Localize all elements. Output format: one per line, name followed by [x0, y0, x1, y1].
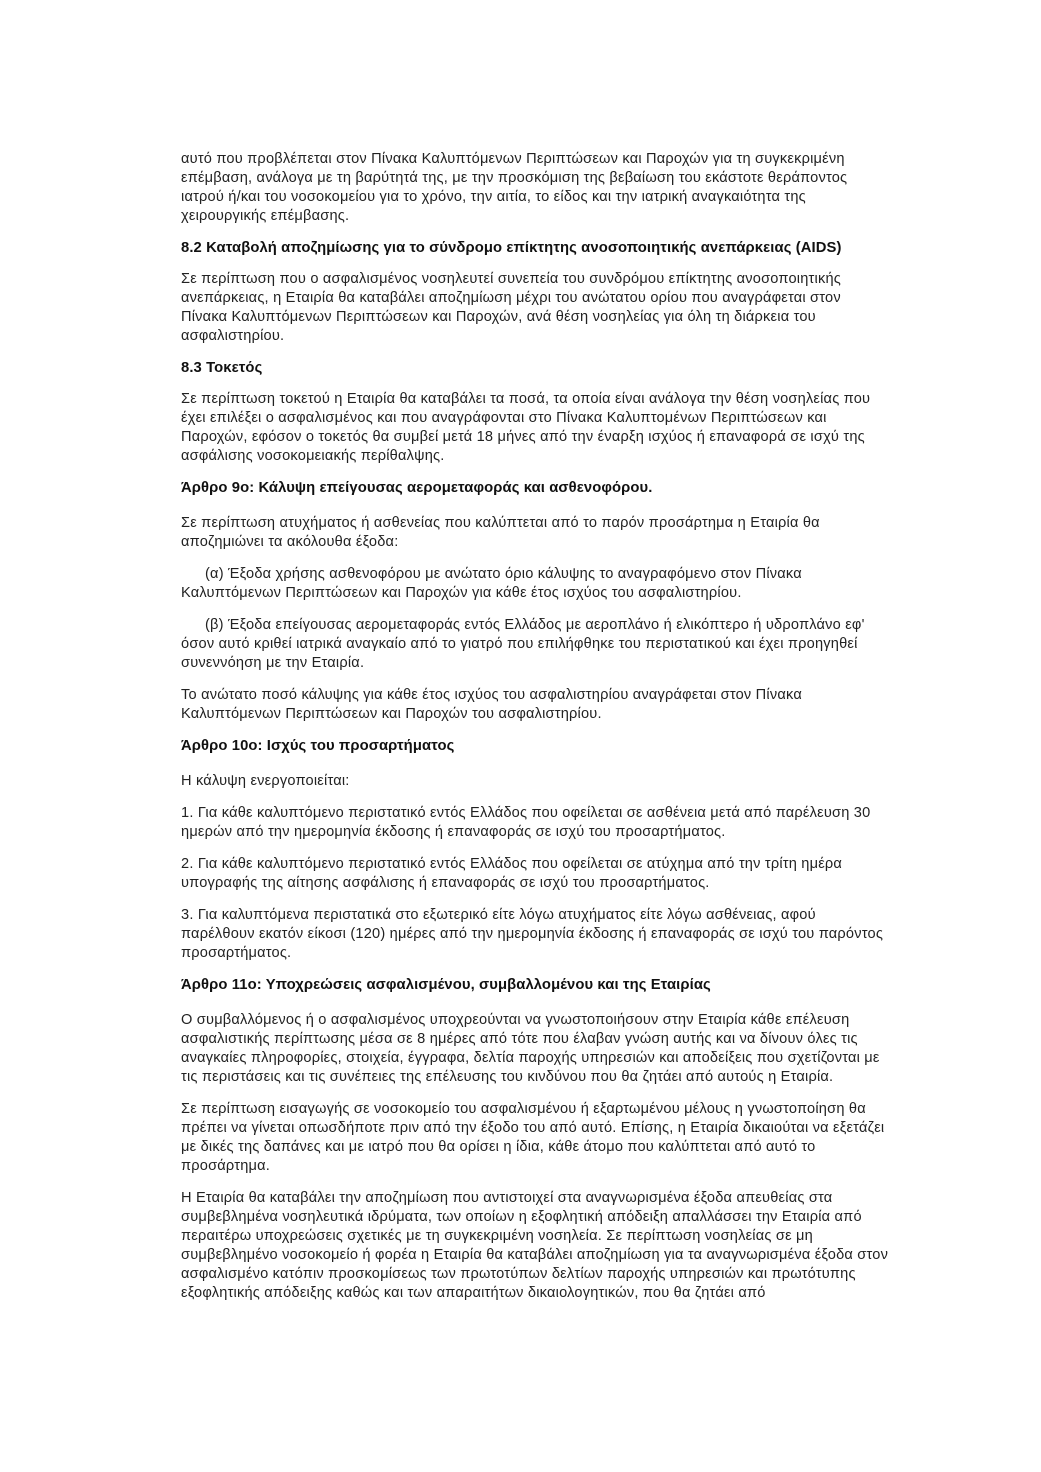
paragraph-continuation: αυτό που προβλέπεται στον Πίνακα Καλυπτόμενων Περιπτώσεων και Παροχών για τη συγκεκριμένη επέμβαση, ανάλογα με τη βαρύτητά της, με την προσκόμιση της βεβαίωση του εκάστοτε θεράποντος ιατρού ή/και του νοσοκομείου για το χρόνο, την αιτία, το είδος και την ιατρική αναγκαιότητα της χειρουργικής επέμβασης.	[181, 151, 848, 224]
paragraph-9-a: (α) Έξοδα χρήσης ασθενοφόρου με ανώτατο όριο κάλυψης το αναγραφόμενο στον Πίνακα Καλυπτόμενων Περιπτώσεων και Παροχών για κάθε έτος ισχύος του ασφαλιστηρίου.	[181, 566, 802, 601]
heading-article-9: Άρθρο 9ο: Κάλυψη επείγουσας αερομεταφοράς και ασθενοφόρου.	[181, 480, 653, 496]
paragraph-10-item-3: 3. Για καλυπτόμενα περιστατικά στο εξωτερικό είτε λόγω ατυχήματος είτε λόγω ασθένειας, αφού παρέλθουν εκατόν είκοσι (120) ημέρες από την ημερομηνία έκδοσης ή επαναφοράς σε ισχύ του παρόντος προσαρτήματος.	[181, 907, 884, 961]
paragraph-11-1: Ο συμβαλλόμενος ή ο ασφαλισμένος υποχρεούνται να γνωστοποιήσουν στην Εταιρία κάθε επέλευση ασφαλιστικής περίπτωσης μέσα σε 8 ημέρες από τότε που έλαβαν γνώση αυτής και να δίνουν όλες τις αναγκαίες πληροφορίες, στοιχεία, έγγραφα, δελτία παροχής υπηρεσιών και αποδείξεις που σχετίζονται με τις περιστάσεις και τις συνέπειες της επέλευσης του κινδύνου που θα ζητάει από αυτούς η Εταιρία.	[181, 1012, 880, 1085]
paragraph-8-2: Σε περίπτωση που ο ασφαλισμένος νοσηλευτεί συνεπεία του συνδρόμου επίκτητης ανοσοποιητικής ανεπάρκειας, η Εταιρία θα καταβάλει αποζημίωση μέχρι του ανώτατου ορίου που αναγράφεται στον Πίνακα Καλυπτόμενων Περιπτώσεων και Παροχών, ανά θέση νοσηλείας για όλη τη διάρκεια του ασφαλιστηρίου.	[181, 271, 841, 344]
paragraph-10-item-2: 2. Για κάθε καλυπτόμενο περιστατικό εντός Ελλάδος που οφείλεται σε ατύχημα από την τρίτη ημέρα υπογραφής της αίτησης ασφάλισης ή επαναφοράς σε ισχύ του προσαρτήματος.	[181, 856, 843, 891]
heading-article-11: Άρθρο 11ο: Υποχρεώσεις ασφαλισμένου, συμβαλλομένου και της Εταιρίας	[181, 977, 711, 993]
paragraph-10-intro: Η κάλυψη ενεργοποιείται:	[181, 773, 350, 789]
paragraph-10-item-1: 1. Για κάθε καλυπτόμενο περιστατικό εντός Ελλάδος που οφείλεται σε ασθένεια μετά από παρέλευση 30 ημερών από την ημερομηνία έκδοσης ή επαναφοράς σε ισχύ του προσαρτήματος.	[181, 805, 871, 840]
paragraph-11-2: Σε περίπτωση εισαγωγής σε νοσοκομείο του ασφαλισμένου ή εξαρτωμένου μέλους η γνωστοποίηση θα πρέπει να γίνεται οπωσδήποτε πριν από την έξοδο του από αυτό. Επίσης, η Εταιρία δικαιούται να εξετάζει με δικές της δαπάνες και με ιατρό που θα ορίσει η ίδια, κάθε άτομο που καλύπτεται από αυτό το προσάρτημα.	[181, 1101, 885, 1174]
heading-article-10: Άρθρο 10ο: Ισχύς του προσαρτήματος	[181, 738, 455, 754]
heading-8-3: 8.3 Τοκετός	[181, 360, 263, 376]
paragraph-9-b: (β) Έξοδα επείγουσας αερομεταφοράς εντός Ελλάδος με αεροπλάνο ή ελικόπτερο ή υδροπλάνο εφ' όσον αυτό κριθεί ιατρικά αναγκαίο από το γιατρό που επιλήφθηκε του περιστατικού και έχει προηγηθεί συνεννόηση με την Εταιρία.	[181, 617, 865, 671]
paragraph-9-limit: Το ανώτατο ποσό κάλυψης για κάθε έτος ισχύος του ασφαλιστηρίου αναγράφεται στον Πίνακα Καλυπτόμενων Περιπτώσεων και Παροχών του ασφαλιστηρίου.	[181, 687, 802, 722]
paragraph-9-intro: Σε περίπτωση ατυχήματος ή ασθενείας που καλύπτεται από το παρόν προσάρτημα η Εταιρία θα αποζημιώνει τα ακόλουθα έξοδα:	[181, 515, 820, 550]
heading-8-2: 8.2 Καταβολή αποζημίωσης για το σύνδρομο επίκτητης ανοσοποιητικής ανεπάρκειας (AIDS)	[181, 240, 842, 256]
paragraph-8-3: Σε περίπτωση τοκετού η Εταιρία θα καταβάλει τα ποσά, τα οποία είναι ανάλογα την θέση νοσηλείας που έχει επιλέξει ο ασφαλισμένος και που αναγράφονται στο Πίνακα Καλυπτομένων Περιπτώσεων και Παροχών, εφόσον ο τοκετός θα συμβεί μετά 18 μήνες από την έναρξη ισχύος ή επαναφορά σε ισχύ της ασφάλισης νοσοκομειακής περίθαλψης.	[181, 391, 871, 464]
paragraph-11-3: Η Εταιρία θα καταβάλει την αποζημίωση που αντιστοιχεί στα αναγνωρισμένα έξοδα απευθείας στα συμβεβλημένα νοσηλευτικά ιδρύματα, των οποίων η εξοφλητική απόδειξη απαλλάσσει την Εταιρία από περαιτέρω υποχρεώσεις σχετικές με τη συγκεκριμένη νοσηλεία. Σε περίπτωση νοσηλείας σε μη συμβεβλημένο νοσοκομείο ή φορέα η Εταιρία θα καταβάλει αποζημίωση για τα αναγνωρισμένα έξοδα στον ασφαλισμένο κατόπιν προσκομίσεως των πρωτοτύπων δελτίων παροχής υπηρεσιών και πρωτότυπης εξοφλητικής απόδειξης καθώς και των απαραιτήτων δικαιολογητικών, που θα ζητάει από	[181, 1190, 889, 1301]
document-body	[181, 150, 891, 1303]
